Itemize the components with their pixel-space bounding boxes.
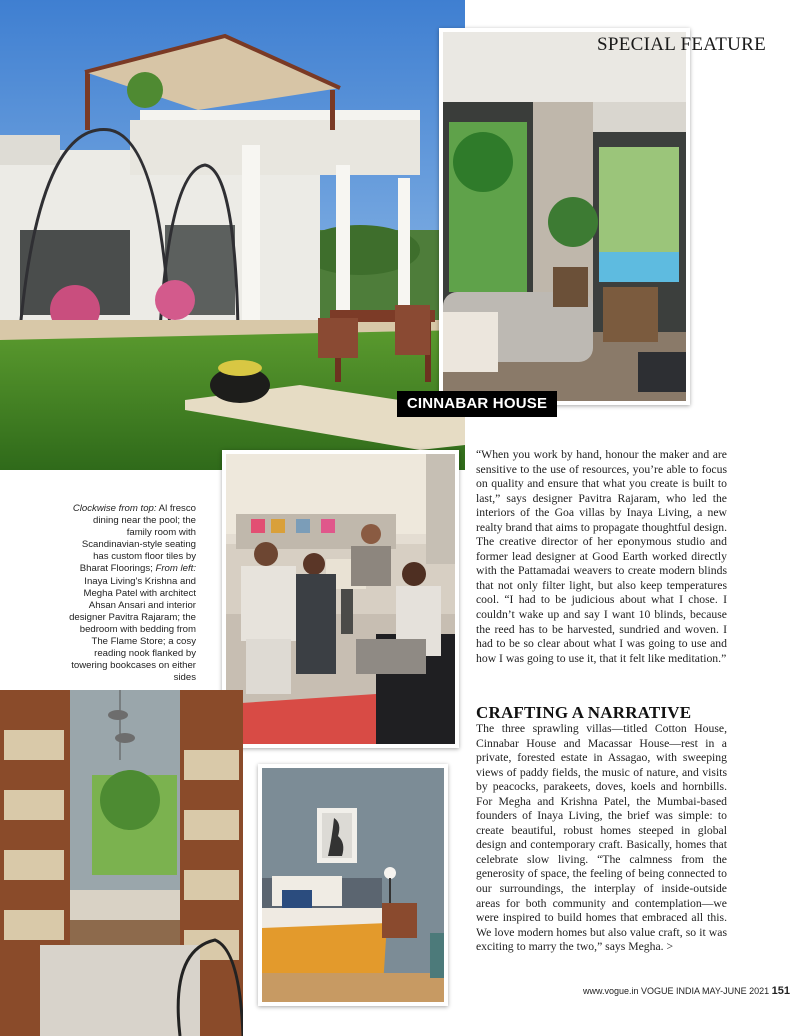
founders-portrait-photo: [222, 450, 459, 748]
article-paragraph-1: “When you work by hand, honour the maker and are sensitive to the use of resources, you’re able to focus on quality and ensure that what you create is built to last,” says designer Pavitra Rajaram, who led the interiors of the Goa villas by Inaya Living, a new realty brand that aims to propagate thoughtful design. The creative director of her eponymous studio and former lead designer at Good Earth worked directly with the Pattamadai weavers to create modern blinds that not only filter light, but also keep temperatures cool. “I had to be judicious about what I chose. I couldn’t wake up and say I want 10 blinds, because the reed has to be harvested, sundried and woven. I had to be so clear about what I was going to use and how I was going to use it, that it felt like meditation.”: [476, 448, 727, 665]
section-label: SPECIAL FEATURE: [597, 34, 767, 55]
villa-exterior-photo: [0, 0, 465, 470]
caption-text-2: Inaya Living's Krishna and Megha Patel with architect Ahsan Ansari and interior designer Pavitra Rajaram; the bedroom with bedding from The Flame Store; a cosy reading nook flanked by towering bookcases on either sides: [69, 575, 196, 684]
caption-lead-1: Clockwise from top:: [72, 503, 157, 514]
caption-lead-2: From left:: [155, 563, 196, 575]
article-paragraph-2: The three sprawling villas—titled Cotton House, Cinnabar House and Macassar House—rest in a private, forested estate in Assagao, with sweeping views of paddy fields, the music of nature, and visits by peacocks, parakeets, doves, koels and hornbills. For Megha and Krishna Patel, the Mumbai-based founders of Inaya Living, the brief was simple: to create beautiful, robust homes steeped in global design and contemporary craft. Basically, homes that celebrate slow living. “The calmness from the generosity of space, the feeling of being connected to our surroundings, the interplay of inside-outside areas for both community and contemplation—we were inspired to build homes that embraced all this. We love modern homes but also value craft, so it was exciting to marry the two,” says Megha. >: [476, 722, 727, 954]
page-number: 151: [771, 985, 790, 997]
page-footer: [583, 985, 790, 997]
article-subhead: CRAFTING A NARRATIVE: [476, 703, 692, 722]
footer-issue: VOGUE INDIA MAY-JUNE 2021: [641, 986, 770, 996]
footer-site: www.vogue.in: [583, 986, 639, 996]
reading-nook-photo: [0, 690, 243, 1036]
photo-label: CINNABAR HOUSE: [397, 391, 557, 417]
family-room-photo: [439, 28, 690, 405]
caption-text-1: Al fresco dining near the pool; the family room with Scandinavian-style seating has custom floor tiles by Bharat Floorings;: [79, 503, 196, 575]
photo-caption: [66, 503, 196, 684]
bedroom-photo: [258, 764, 448, 1006]
